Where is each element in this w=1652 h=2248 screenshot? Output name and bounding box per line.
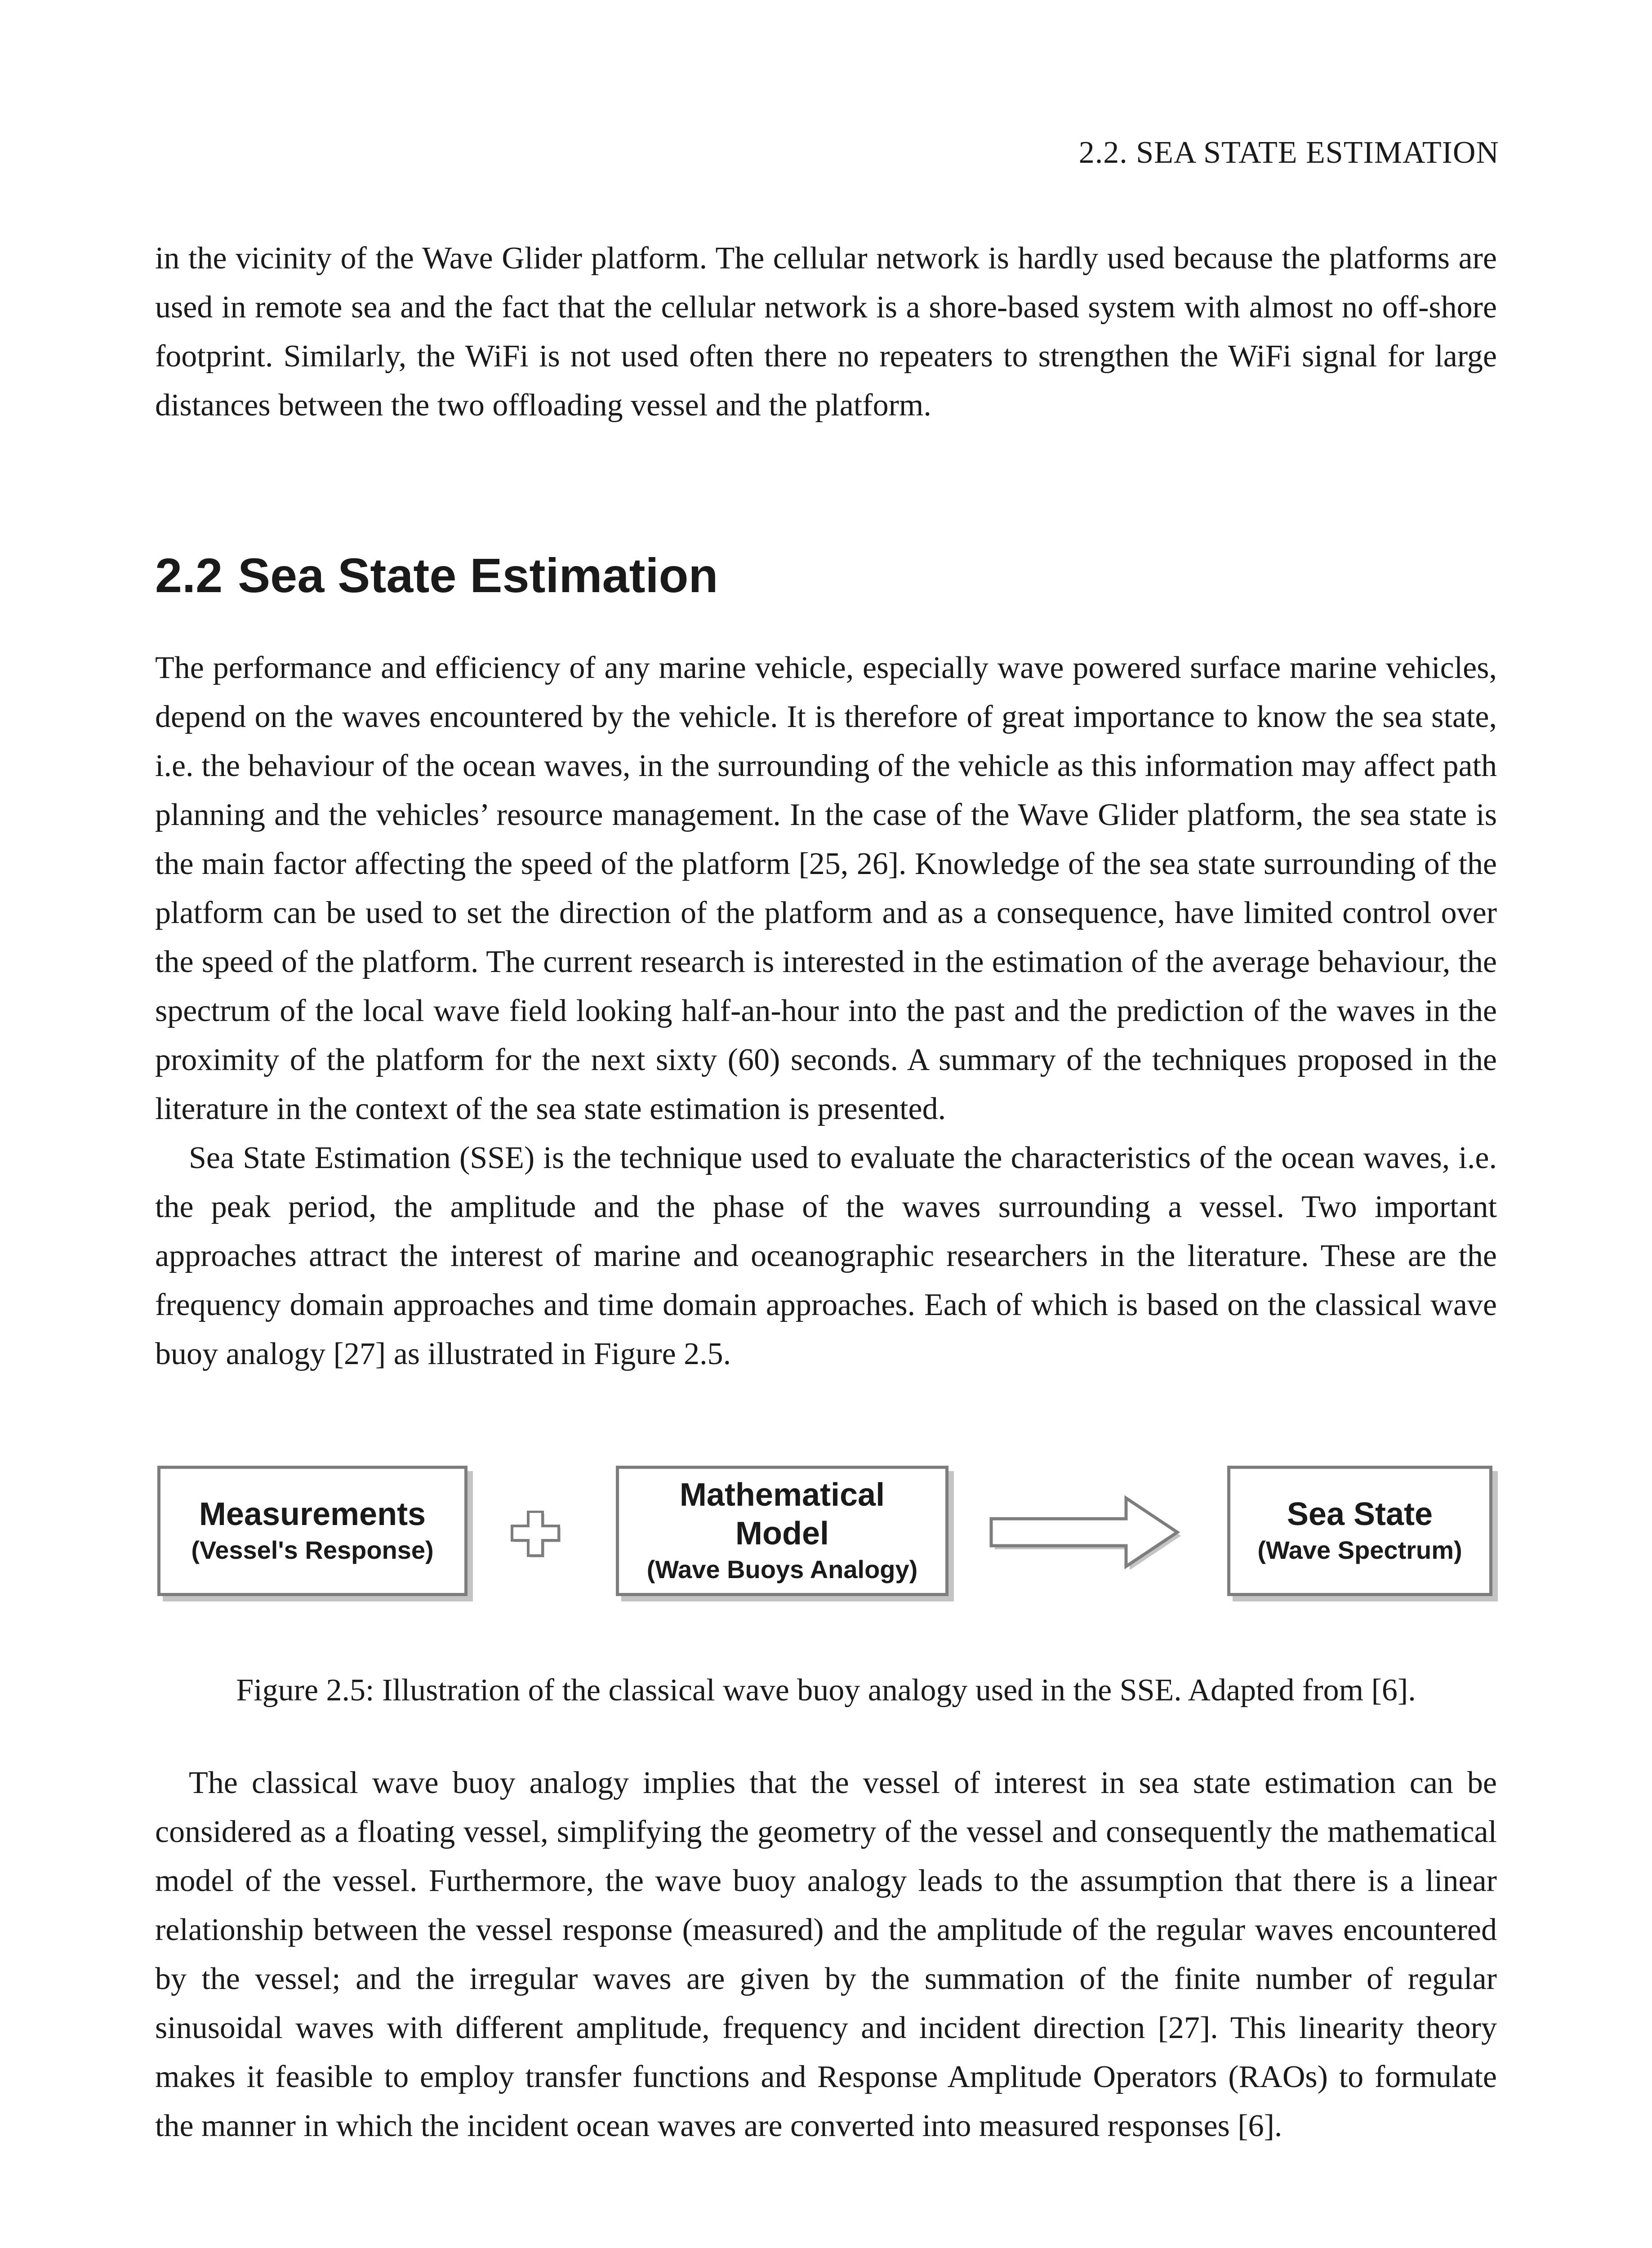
section-number: 2.2 [155, 548, 223, 602]
figure-wave-buoy-analogy [155, 1461, 1497, 1605]
plus-icon [510, 1511, 564, 1560]
intro-paragraph-block [155, 234, 1497, 430]
mathematical-model-box [616, 1466, 948, 1596]
sea-state-subtitle: (Wave Spectrum) [1257, 1536, 1462, 1564]
after-figure-paragraph: The classical wave buoy analogy implies that the vessel of interest in sea state estimation can be considered as a floating vessel, simplifying the geometry of the vessel and consequently the mathematical model of the vessel. Furthermore, the wave buoy analogy leads to the assumption that there is a linear relationship between the vessel response (measured) and the amplitude of the regular waves encountered by the vessel; and the irregular waves are given by the summation of the finite number of regular sinusoidal waves with different amplitude, frequency and incident direction [27]. This linearity theory makes it feasible to employ transfer functions and Response Amplitude Operators (RAOs) to formulate the manner in which the incident ocean waves are converted into measured responses [6]. [155, 1766, 1497, 2143]
measurements-box [157, 1466, 468, 1596]
model-subtitle: (Wave Buoys Analogy) [646, 1555, 918, 1583]
running-header: 2.2. SEA STATE ESTIMATION [1078, 135, 1499, 170]
intro-paragraph: in the vicinity of the Wave Glider platform. The cellular network is hardly used because the platforms are used in remote sea and the fact that the cellular network is a shore-based system with almost no off-shore footprint. Similarly, the WiFi is not used often there no repeaters to strengthen the WiFi signal for large distances between the two offloading vessel and the platform. [155, 241, 1497, 423]
section-title: Sea State Estimation [238, 548, 718, 602]
figure-caption: Figure 2.5: Illustration of the classical wave buoy analogy used in the SSE. Adapted from [6]. [236, 1673, 1416, 1708]
measurements-title: Measurements [199, 1496, 426, 1532]
right-arrow-icon [987, 1493, 1189, 1574]
sea-state-box [1227, 1466, 1492, 1596]
section-paragraph-1: The performance and efficiency of any marine vehicle, especially wave powered surface marine vehicles, depend on the waves encountered by the vehicle. It is therefore of great importance to know the sea state, i.e. the behaviour of the ocean waves, in the surrounding of the vehicle as this information may affect path planning and the vehicles’ resource management. In the case of the Wave Glider platform, the sea state is the main factor affecting the speed of the platform [25, 26]. Knowledge of the sea state surrounding of the platform can be used to set the direction of the platform and as a consequence, have limited control over the speed of the platform. The current research is interested in the estimation of the average behaviour, the spectrum of the local wave field looking half-an-hour into the past and the prediction of the waves in the proximity of the platform for the next sixty (60) seconds. A summary of the techniques proposed in the literature in the context of the sea state estimation is presented. [155, 651, 1497, 1126]
after-figure-body [155, 1758, 1497, 2150]
section-heading [155, 544, 718, 607]
sea-state-title: Sea State [1287, 1496, 1433, 1532]
model-title-line1: Mathematical [679, 1477, 885, 1513]
section-body [155, 643, 1497, 1378]
section-paragraph-2: Sea State Estimation (SSE) is the technique used to evaluate the characteristics of the ocean waves, i.e. the peak period, the amplitude and the phase of the waves surrounding a vessel. Two important approaches attract the interest of marine and oceanographic researchers in the literature. These are the frequency domain approaches and time domain approaches. Each of which is based on the classical wave buoy analogy [27] as illustrated in Figure 2.5. [155, 1141, 1497, 1371]
measurements-subtitle: (Vessel's Response) [191, 1536, 434, 1564]
model-title-line2: Model [735, 1516, 829, 1552]
